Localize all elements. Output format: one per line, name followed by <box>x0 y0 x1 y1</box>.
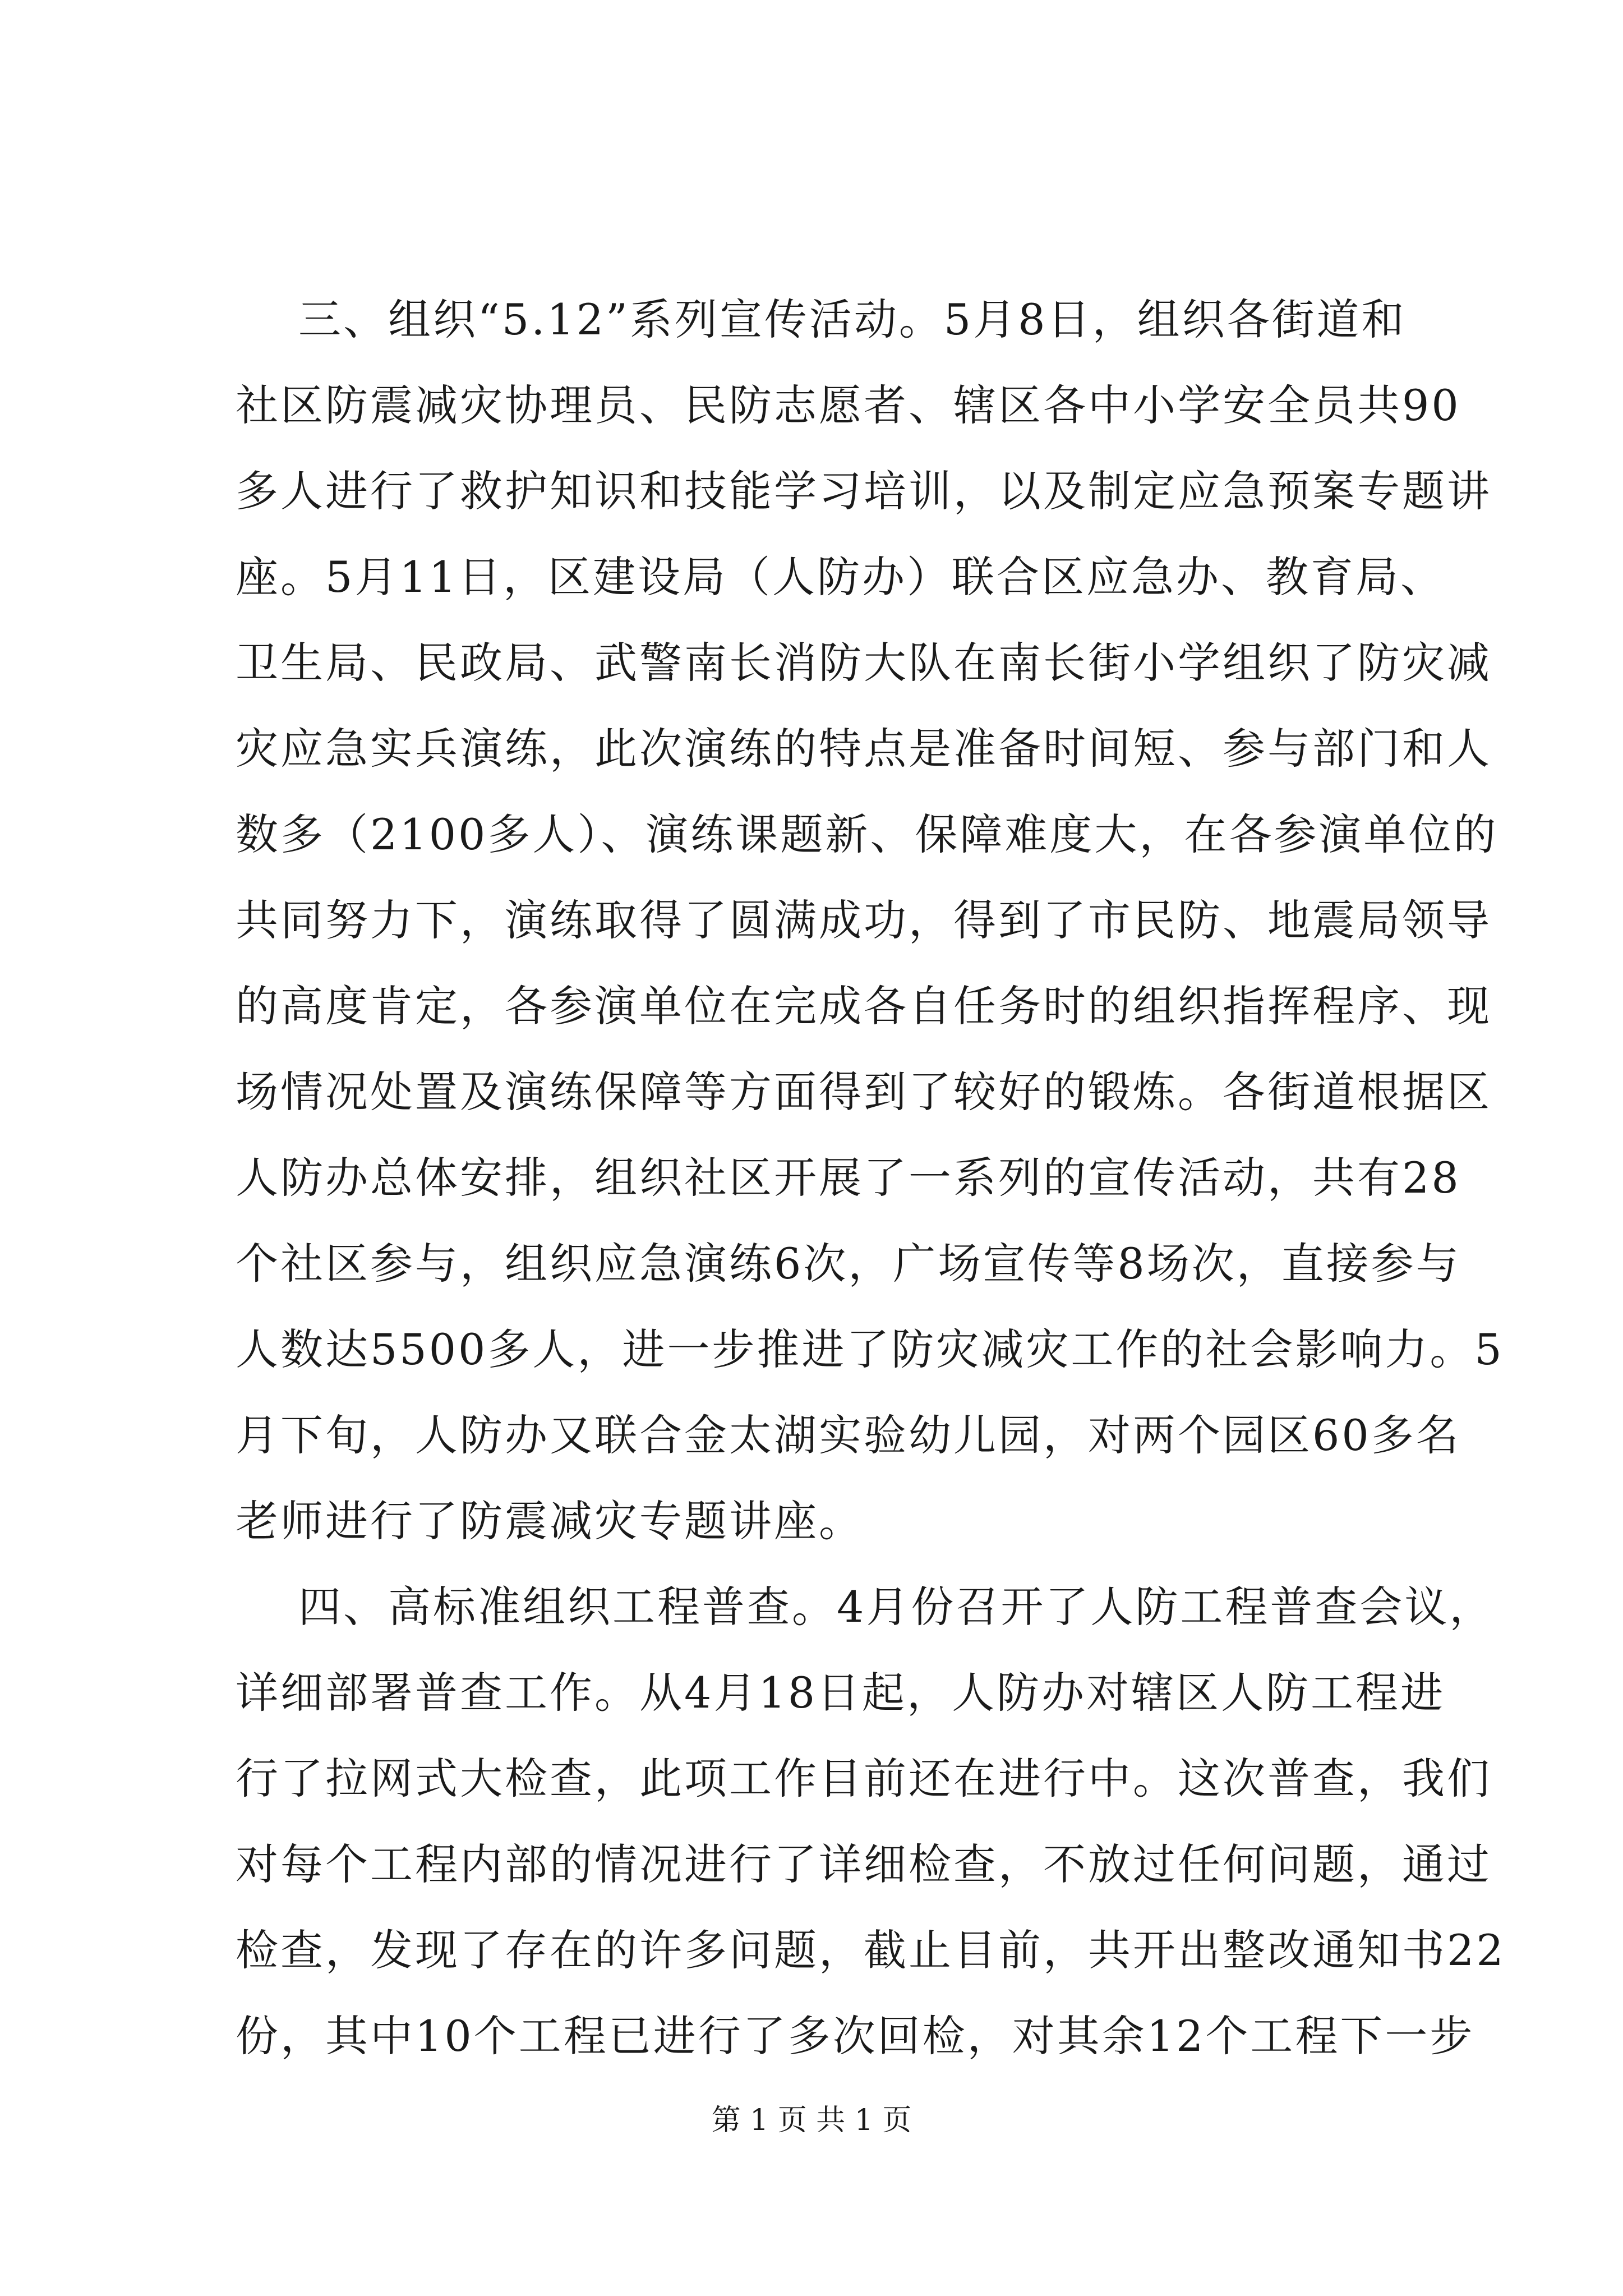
text-line: 座。5月11日，区建设局（人防办）联合区应急办、教育局、 <box>236 552 1446 602</box>
text-line: 的高度肯定，各参演单位在完成各自任务时的组织指挥程序、现 <box>236 981 1492 1031</box>
text-line: 人数达5500多人，进一步推进了防灾减灾工作的社会影响力。5 <box>236 1324 1504 1374</box>
text-line: 灾应急实兵演练，此次演练的特点是准备时间短、参与部门和人 <box>236 724 1492 774</box>
text-line: 行了拉网式大检查，此项工作目前还在进行中。这次普查，我们 <box>236 1754 1492 1803</box>
text-line: 对每个工程内部的情况进行了详细检查，不放过任何问题，通过 <box>236 1839 1492 1889</box>
text-line: 详细部署普查工作。从4月18日起，人防办对辖区人防工程进 <box>236 1668 1446 1718</box>
page-footer: 第 1 页 共 1 页 <box>711 2104 912 2137</box>
text-line: 三、组织“5.12”系列宣传活动。5月8日，组织各街道和 <box>298 295 1407 344</box>
text-line: 数多（2100多人）、演练课题新、保障难度大，在各参演单位的 <box>236 809 1498 859</box>
text-line: 四、高标准组织工程普查。4月份召开了人防工程普查会议， <box>298 1582 1495 1632</box>
text-line: 个社区参与，组织应急演练6次，广场宣传等8场次，直接参与 <box>236 1239 1461 1289</box>
text-line: 份，其中10个工程已进行了多次回检，对其余12个工程下一步 <box>236 2011 1475 2061</box>
text-line: 共同努力下，演练取得了圆满成功，得到了市民防、地震局领导 <box>236 895 1492 945</box>
text-line: 多人进行了救护知识和技能学习培训，以及制定应急预案专题讲 <box>236 466 1492 516</box>
text-line: 社区防震减灾协理员、民防志愿者、辖区各中小学安全员共90 <box>236 380 1461 430</box>
text-line: 人防办总体安排，组织社区开展了一系列的宣传活动，共有28 <box>236 1153 1461 1203</box>
text-line: 月下旬，人防办又联合金太湖实验幼儿园，对两个园区60多名 <box>236 1410 1461 1460</box>
text-line: 老师进行了防震减灾专题讲座。 <box>236 1496 864 1546</box>
text-line: 卫生局、民政局、武警南长消防大队在南长街小学组织了防灾减 <box>236 638 1492 688</box>
text-line: 场情况处置及演练保障等方面得到了较好的锻炼。各街道根据区 <box>236 1067 1492 1117</box>
text-line: 检查，发现了存在的许多问题，截止目前，共开出整改通知书22 <box>236 1925 1506 1975</box>
